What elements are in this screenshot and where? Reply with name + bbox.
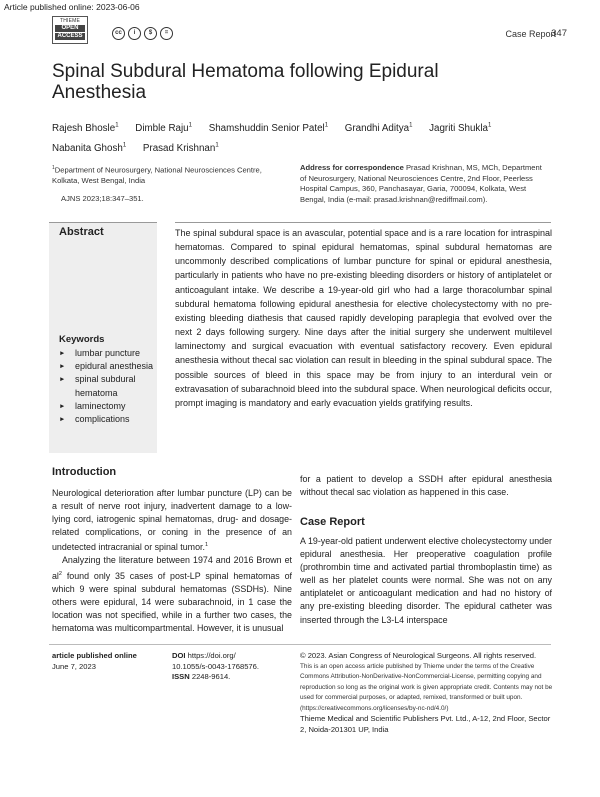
author-list [52,118,532,157]
abstract-heading: Abstract [59,226,104,238]
doi-issn-info: DOI https://doi.org/ 10.1055/s-0043-1768576. ISSN 2248-9614. [172,651,259,681]
publication-info: article published online June 7, 2023 [52,651,137,671]
intro-paragraph-2: Analyzing the literature between 1974 and 2016 Brown et $al^2$ found only 35 cases of post-LP spinal hematomas of which 9 were spinal subdural hematomas (SSDHs). Nine others were epidural, 14 were subarachnoid, in 1 case the location was not specified, while in a further two cases, the hematoma was multicompartmental. However, it is unusual [52,555,292,633]
page-number: 347 [551,28,567,39]
journal-citation: AJNS 2023;18:347–351. [61,194,144,203]
publisher-address: Thieme Medical and Scientific Publishers Pvt. Ltd., A-12, 2nd Floor, Sector 2, Noida-201301 UP, India [300,714,551,734]
cc-icon: cc [112,27,125,40]
copyright-line: © 2023. Asian Congress of Neurological Surgeons. All rights reserved. [300,651,537,660]
cc-nc-icon: $ [144,27,157,40]
keyword-item: ► epidural anesthesia [59,360,159,373]
introduction-continuation: for a patient to develop a SSDH after epidural anesthesia without thecal sac violation as happened in this case. [300,474,552,498]
keyword-item: ► spinal subdural hematoma [59,373,159,399]
thieme-open-access-logo [52,16,88,44]
keyword-item: ► complications [59,413,159,426]
publication-stamp: Article published online: 2023-06-06 [4,2,140,12]
license-text: This is an open access article published by Thieme under the terms of the Creative Commons Attribution-NonDerivative-NonCommercial-License, permitting copying and reproduction so long as the original work is given appropriate credit. Contents may not be used for commercial purposes, or adapted, remixed, transformed or built upon. (https://creativecommons.org/licenses/by-nc-nd/4.0/) [300,662,553,712]
introduction-heading: Introduction [52,466,117,478]
intro-paragraph-1: Neurological deterioration after lumbar puncture (LP) can be a result of nerve root injury, inadvertent damage to a low-lying cord, iatrogenic spinal hematomas, drug- and dosage-related complications, or coning in the presence of an undetected intracranial or spinal tumor.$^1$ [52,488,292,553]
case-report-body: A 19-year-old patient underwent elective cholecystectomy under epidural anesthesia. Her preoperative coagulation profile (prothrombin time and activated partial thromboplastin time) as well as her platelet counts were normal. She was not on any antiplatelet or anticoagulant medication and had no history of any pre-existing bleeding disorder. The epidural catheter was inserted through the L3-L4 interspace [300,536,552,625]
doi-link[interactable]: https://doi.org/ [187,651,236,660]
cc-nd-icon: = [160,27,173,40]
logo-line-3: ACCESS [55,33,85,40]
abstract-top-rule [175,222,551,223]
cc-by-icon: i [128,27,141,40]
logo-line-2: OPEN [55,25,85,32]
keyword-item: ► laminectomy [59,400,159,413]
article-title: Spinal Subdural Hematoma following Epidural Anesthesia [52,61,439,103]
keywords-heading: Keywords [59,334,105,345]
author: Shamshuddin Senior Patel$^1$ [208,123,329,135]
copyright-license [300,651,555,735]
author: Nabanita Ghosh$^1$ [52,142,127,154]
case-report-heading: Case Report [300,516,365,528]
correspondence-address: Address for correspondence Prasad Krishnan, MS, MCh, Department of Neurosurgery, National Neurosciences Centre, 2nd Floor, Peerless Hospital Campus, 360, Panchasayar, Garia, 700094, Kolkata, West Bengal, India (e-mail: prasad.krishnan@rediffmail.com). [300,163,542,204]
abstract-text: The spinal subdural space is an avascular, potential space and is a rare location for intraspinal hematomas. Compared to spinal epidural hematomas, spinal subdural hematomas are uncommonly described complications of lumbar puncture for spinal or epidural anesthesia, particularly in patients who have no pre-existing bleeding disorders or history of antiplatelet or anticoagulant intake. We describe a 19-year-old girl who had a large thoracolumbar spinal subdural hematoma following epidural anesthesia for elective cholecystectomy with no pre-existing bleeding diathesis that caused rapidly developing paraplegia that evolved over the next 2 days following surgery. Nine days after the initial surgery she underwent multilevel laminectomy and surgical evacuation with eventual satisfactory recovery. Even epidural anesthesia without thecal sac violation can result in bleeding in the spinal subdural space. The possible sources of bleed in this space may be from injury to an interdural vein or extravasation of subarachnoid bleed into the subdural space. When neurological deficits occur, prompt imaging is mandatory and early evacuation yields gratifying results. [175,228,552,408]
author: Dimble Raju$^1$ [135,123,192,135]
keywords-list [59,347,159,426]
affiliation: $^1$Department of Neurosurgery, National Neurosciences Centre, Kolkata, West Bengal, India [52,165,262,186]
introduction-body [52,487,292,635]
running-head: Case Report [505,29,556,39]
author: Prasad Krishnan$^1$ [142,142,219,154]
author: Grandhi Aditya$^1$ [344,123,413,135]
author: Jagriti Shukla$^1$ [429,123,492,135]
logo-line-1: THIEME [59,18,81,24]
keyword-item: ► lumbar puncture [59,347,159,360]
footer-divider [49,644,551,645]
author: Rajesh Bhosle$^1$ [52,123,119,135]
